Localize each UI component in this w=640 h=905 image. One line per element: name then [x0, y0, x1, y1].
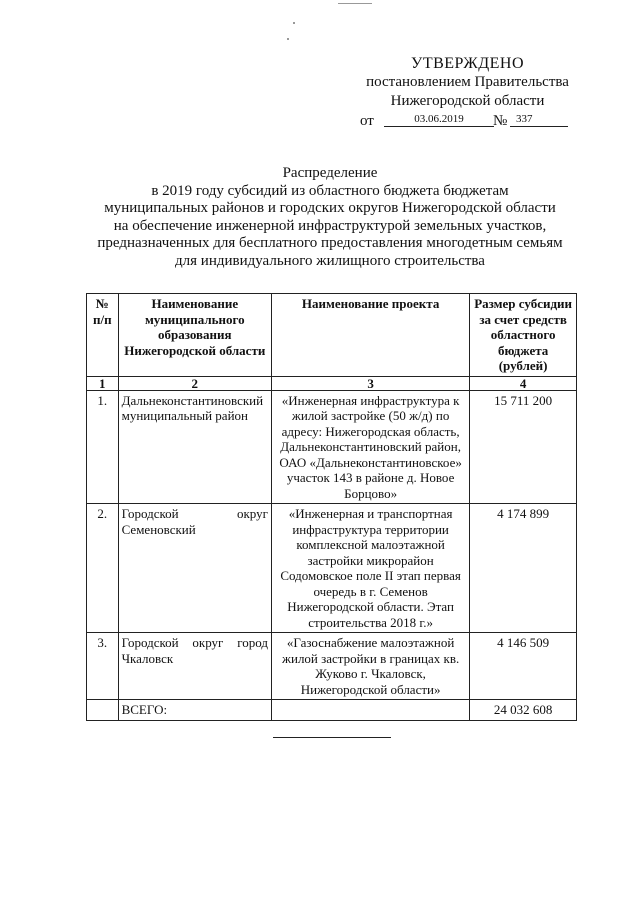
row-municipality: Городской округ Семеновский [118, 504, 271, 633]
table-header-row [87, 294, 577, 377]
row-amount: 4 174 899 [470, 504, 577, 633]
total-row [87, 700, 577, 721]
row-project: «Инженерная инфраструктура к жилой застройке (50 ж/д) по адресу: Нижегородская область, Дальнеконстантиновский район, ОАО «Дальнеконстантиновское» участок 143 в районе д. Новое Борцово» [271, 390, 469, 504]
column-number: 1 [87, 376, 119, 390]
document-title [60, 165, 600, 270]
title-line-1: Распределение [282, 165, 378, 181]
row-number: 2. [87, 504, 119, 633]
table-row [87, 504, 577, 633]
row-municipality: Городской округ город Чкаловск [118, 633, 271, 700]
table-row [87, 390, 577, 504]
total-label: ВСЕГО: [118, 700, 271, 721]
row-amount: 15 711 200 [470, 390, 577, 504]
approval-date: 03.06.2019 [384, 113, 494, 127]
title-line-6: для индивидуального жилищного строительства [175, 252, 485, 269]
number-prefix: № [493, 113, 508, 129]
approval-heading: УТВЕРЖДЕНО [410, 55, 524, 72]
header-number: № п/п [87, 294, 119, 377]
date-prefix: от [360, 113, 374, 129]
title-line-5: предназначенных для бесплатного предоставления многодетным семьям [97, 235, 563, 251]
closing-rule [273, 737, 391, 738]
approval-number: 337 [510, 113, 568, 127]
row-project: «Газоснабжение малоэтажной жилой застройки в границах кв. Жуково г. Чкаловск, Нижегородской области» [271, 633, 469, 700]
column-number: 4 [470, 376, 577, 390]
approval-line-2: Нижегородской области [390, 93, 545, 109]
total-amount: 24 032 608 [470, 700, 577, 721]
approval-line-1: постановлением Правительства [366, 74, 569, 90]
table-row [87, 633, 577, 700]
header-amount: Размер субсидии за счет средств областного бюджета (рублей) [470, 294, 577, 377]
row-number: 1. [87, 390, 119, 504]
header-municipality: Наименование муниципального образования Нижегородской области [118, 294, 271, 377]
title-line-2: в 2019 году субсидий из областного бюджета бюджетам [151, 182, 509, 199]
total-empty-cell [87, 700, 119, 721]
column-number: 2 [118, 376, 271, 390]
scan-mark [287, 38, 289, 40]
header-project: Наименование проекта [271, 294, 469, 377]
row-amount: 4 146 509 [470, 633, 577, 700]
column-number: 3 [271, 376, 469, 390]
row-municipality: Дальнеконстантиновский муниципальный район [118, 390, 271, 504]
title-line-4: на обеспечение инженерной инфраструктурой земельных участков, [113, 217, 547, 234]
scan-mark [293, 22, 295, 24]
subsidy-distribution-table [86, 293, 577, 721]
column-number-row [87, 376, 577, 390]
title-line-3: муниципальных районов и городских округов Нижегородской области [104, 200, 556, 216]
row-project: «Инженерная и транспортная инфраструктура территории комплексной малоэтажной застройки микрорайон Содомовское поле II этап первая очередь в г. Семенов Нижегородской области. Этап строительства 2018 г.» [271, 504, 469, 633]
row-number: 3. [87, 633, 119, 700]
approval-date-line [360, 113, 575, 129]
approval-block [355, 54, 580, 111]
total-empty-cell [271, 700, 469, 721]
scan-mark [338, 3, 372, 4]
